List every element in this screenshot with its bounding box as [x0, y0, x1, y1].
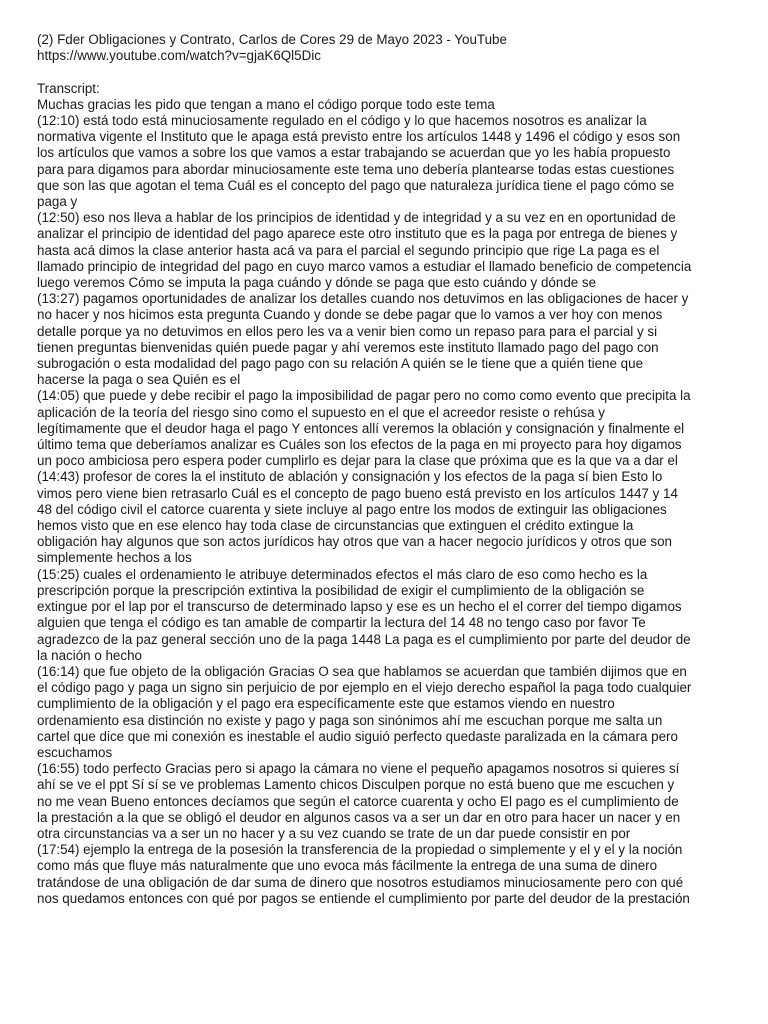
transcript-line: que son las que agotan el tema Cuál es el concepto del pago que naturaleza jurídica tiene el pago cómo se [37, 177, 675, 193]
transcript-line: tratándose de una obligación de dar suma de dinero que nosotros estudiamos minuciosamente pero con qué [37, 874, 684, 890]
transcript-line: cumplimiento de la obligación y el pago era específicamente este que estamos viendo en nuestro [37, 696, 615, 712]
transcript-line: obligación hay algunos que son actos jurídicos hay otros que van a hacer negocio jurídicos y otros que son [37, 534, 672, 550]
transcript-heading: Transcript: [37, 80, 100, 96]
transcript-line: normativa vigente el Instituto que le apaga está previsto entre los artículos 1448 y 1496 el código y esos son [37, 129, 681, 145]
transcript-line: Muchas gracias les pido que tengan a mano el código porque todo este tema [37, 96, 495, 112]
transcript-line: (14:43) profesor de cores la el instituto de ablación y consignación y los efectos de la paga sí bien Esto lo [37, 469, 663, 485]
transcript-line: último tema que deberíamos analizar es Cuáles son los efectos de la paga en mi proyecto para hoy digamos [37, 437, 682, 453]
transcript-line: vimos pero viene bien retrasarlo Cuál es el concepto de pago bueno está previsto en los artículos 1447 y 14 [37, 485, 678, 501]
transcript-line: escuchamos [37, 744, 113, 760]
transcript-line: otra circunstancias va a ser un no hacer y a su vez cuando se trate de un dar puede consistir en por [37, 825, 631, 841]
transcript-body [37, 97, 737, 907]
video-url: https://www.youtube.com/watch?v=gjaK6Ql5Dic [37, 48, 321, 64]
transcript-line: no me vean Bueno entonces decíamos que según el catorce cuarenta y ocho El pago es el cumplimiento de [37, 793, 679, 809]
transcript-line: la prestación a la que se obligó el deudor en algunos casos va a ser un dar en otro para hacer un nacer y en [37, 809, 681, 825]
transcript-line: legítimamente que el deudor haga el pago Y entonces allí veremos la oblación y consignación y finalmente el [37, 420, 685, 436]
transcript-line: nos quedamos entonces con qué por pagos se entiende el cumplimiento por parte del deudor de la prestación [37, 890, 690, 906]
document-page [37, 32, 737, 907]
transcript-line: analizar el principio de identidad del pago aparece este otro instituto que es la paga por entrega de bienes y [37, 226, 678, 242]
transcript-line: tienen preguntas bienvenidas quién puede pagar y ahí veremos este instituto llamado pago del pago con [37, 339, 659, 355]
transcript-line: paga y [37, 194, 78, 210]
transcript-line: aplicación de la teoría del riesgo sino como el supuesto en el que el acreedor resiste o rehúsa y [37, 404, 605, 420]
transcript-line: un poco ambiciosa pero espera poder cumplirlo es dejar para la clase que próxima que es la que va a dar el [37, 453, 678, 469]
transcript-line: (16:14) que fue objeto de la obligación Gracias O sea que hablamos se acuerdan que también dijimos que en [37, 663, 687, 679]
blank-line [37, 64, 737, 80]
transcript-line: simplemente hechos a los [37, 550, 192, 566]
transcript-line: subrogación o esta modalidad del pago pago con su relación A quién se le tiene que a quién tiene que [37, 356, 644, 372]
transcript-line: (16:55) todo perfecto Gracias pero si apago la cámara no viene el pequeño apagamos nosotros si quieres sí [37, 761, 680, 777]
transcript-line: los artículos que vamos a sobre los que vamos a estar trabajando se acuerdan que yo les había propuesto [37, 145, 671, 161]
transcript-line: prescripción porque la prescripción extintiva la posibilidad de exigir el cumplimiento de la obligación se [37, 582, 645, 598]
transcript-line: agradezco de la paz general sección uno de la paga 1448 La paga es el cumplimiento por parte del deudor de [37, 631, 691, 647]
transcript-line: ahí se ve el ppt Sí sí se ve problemas Lamento chicos Disculpen porque no está bueno que me escuchen y [37, 777, 675, 793]
transcript-line: para para digamos para abordar minuciosamente este tema uno debería plantearse todas estas cuestiones [37, 161, 675, 177]
transcript-line: (17:54) ejemplo la entrega de la posesión la transferencia de la propiedad o simplemente y el y el y la noción [37, 842, 683, 858]
transcript-line: (15:25) cuales el ordenamiento le atribuye determinados efectos el más claro de eso como hecho es la [37, 566, 648, 582]
transcript-line: ordenamiento esa distinción no existe y pago y paga son sinónimos ahí me escuchan porque me salta un [37, 712, 663, 728]
transcript-line: extingue por el lap por el transcurso de determinado lapso y ese es un hecho el el correr del tiempo digamos [37, 599, 682, 615]
transcript-line: no hacer y nos hicimos esta pregunta Cuando y donde se debe pagar que lo vamos a ver hoy con menos [37, 307, 663, 323]
transcript-line: (13:27) pagamos oportunidades de analizar los detalles cuando nos detuvimos en las obligaciones de hacer y [37, 291, 689, 307]
transcript-line: detalle porque ya no detuvimos en ellos pero les va a venir bien como un repaso para para el parcial y si [37, 323, 658, 339]
transcript-line: hasta acá dimos la clase anterior hasta acá va para el parcial el segundo principio que rige La paga es el [37, 242, 660, 258]
transcript-line: como más que fluye más naturalmente que uno evoca más fácilmente la entrega de una suma de dinero [37, 858, 658, 874]
transcript-line: 48 del código civil el catorce cuarenta y siete incluye al pago entre los modos de extinguir las obligaciones [37, 501, 667, 517]
transcript-line: cartel que dice que mi conexión es inestable el audio siguió perfecto quedaste paralizada en la cámara pero [37, 728, 678, 744]
transcript-line: (12:10) está todo está minuciosamente regulado en el código y lo que hacemos nosotros es analizar la [37, 113, 647, 128]
transcript-line: hemos visto que en ese elenco hay toda clase de circunstancias que extinguen el crédito extingue la [37, 518, 634, 534]
transcript-line: hacerse la paga o sea Quién es el [37, 372, 241, 388]
transcript-line: llamado principio de integridad del pago en cuyo marco vamos a estudiar el llamado beneficio de competencia [37, 258, 692, 274]
document-title: (2) Fder Obligaciones y Contrato, Carlos de Cores 29 de Mayo 2023 - YouTube [37, 32, 507, 47]
transcript-line: alguien que tenga el código es tan amable de compartir la lectura del 14 48 no tengo caso por favor Te [37, 615, 646, 631]
transcript-line: la nación o hecho [37, 647, 142, 663]
transcript-line: el código pago y paga un signo sin perjuicio de por ejemplo en el viejo derecho español la paga todo cualquier [37, 680, 692, 696]
transcript-line: (12:50) eso nos lleva a hablar de los principios de identidad y de integridad y a su vez en en oportunidad de [37, 210, 676, 226]
transcript-line: luego veremos Cómo se imputa la paga cuándo y dónde se paga que esto cuándo y dónde se [37, 275, 597, 291]
transcript-line: (14:05) que puede y debe recibir el pago la imposibilidad de pagar pero no como como evento que precipita la [37, 388, 691, 404]
